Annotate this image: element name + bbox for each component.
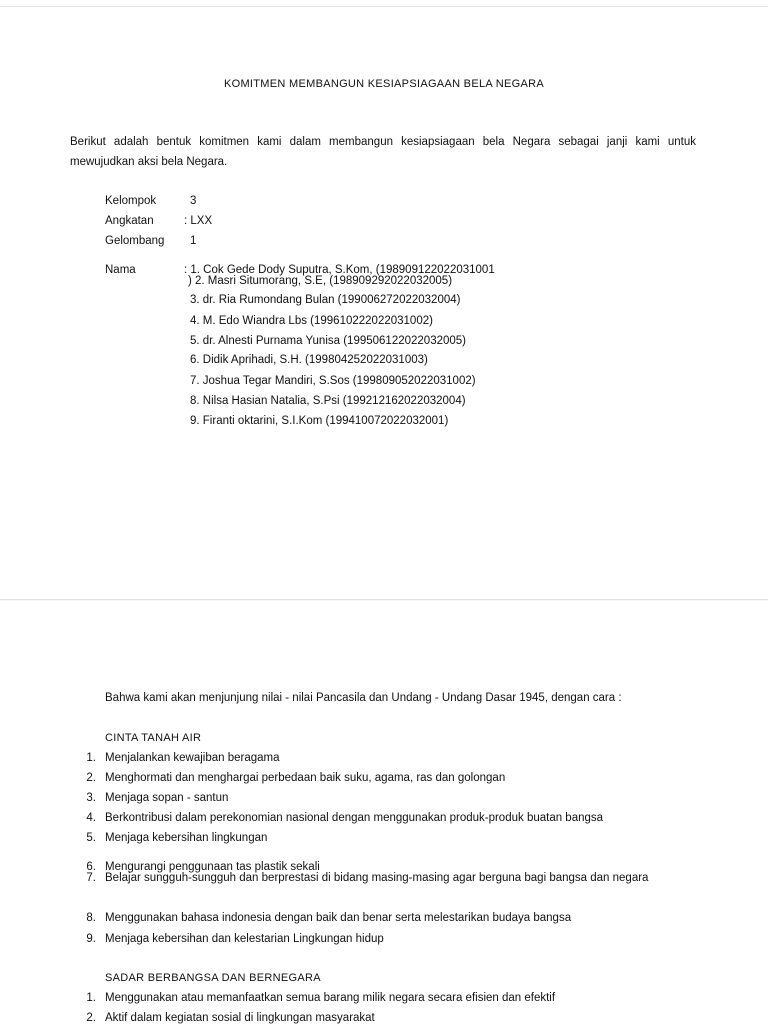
list-item: Menjaga kebersihan lingkungan [105, 832, 268, 844]
list-number: 5. [86, 832, 96, 844]
angkatan-label: Angkatan [105, 215, 154, 227]
section-heading-sadar-berbangsa: SADAR BERBANGSA DAN BERNEGARA [105, 972, 321, 984]
list-item: Menghormati dan menghargai perbedaan baik suku, agama, ras dan golongan [105, 772, 506, 784]
list-number: 8. [86, 912, 96, 924]
member-item: 6. Didik Aprihadi, S.H. (199804252022031003) [190, 354, 428, 366]
document-page-2 [0, 601, 768, 1024]
list-number: 6. [86, 861, 96, 873]
list-number: 2. [86, 1012, 96, 1024]
list-item: Berkontribusi dalam perekonomian nasional dengan menggunakan produk-produk buatan bangsa [105, 812, 604, 824]
document-page-1 [0, 7, 768, 600]
list-item: Menjaga kebersihan dan kelestarian Lingkungan hidup [105, 933, 384, 945]
intro-paragraph: Berikut adalah bentuk komitmen kami dalam membangun kesiapsiagaan bela Negara sebagai janji kami untuk mewujudkan aksi bela Negara. [70, 136, 696, 168]
opening-statement: Bahwa kami akan menjunjung nilai - nilai Pancasila dan Undang - Undang Dasar 1945, dengan cara : [105, 692, 622, 704]
kelompok-value: 3 [190, 195, 197, 207]
member-item: 9. Firanti oktarini, S.I.Kom (199410072022032001) [190, 415, 449, 427]
gelombang-value: 1 [190, 235, 197, 247]
angkatan-value: : LXX [184, 215, 213, 227]
member-item: 7. Joshua Tegar Mandiri, S.Sos (199809052022031002) [190, 375, 476, 387]
list-item: Menjaga sopan - santun [105, 792, 229, 804]
document-title: KOMITMEN MEMBANGUN KESIAPSIAGAAN BELA NEGARA [223, 78, 545, 90]
nama-label: Nama [105, 264, 136, 276]
list-item: Menggunakan atau memanfaatkan semua barang milik negara secara efisien dan efektif [105, 992, 556, 1004]
member-item: 8. Nilsa Hasian Natalia, S.Psi (199212162022032004) [190, 395, 466, 407]
list-item: Aktif dalam kegiatan sosial di lingkungan masyarakat [105, 1012, 375, 1024]
kelompok-label: Kelompok [105, 195, 157, 207]
list-item: Belajar sungguh-sungguh dan berprestasi di bidang masing-masing agar berguna bagi bangsa dan negara [105, 872, 649, 884]
member-item: ) 2. Masri Situmorang, S.E, (198909292022032005) [188, 275, 453, 287]
list-number: 7. [86, 872, 96, 884]
list-item: Menggunakan bahasa indonesia dengan baik dan benar serta melestarikan budaya bangsa [105, 912, 572, 924]
list-number: 3. [86, 792, 96, 804]
member-item: : 1. Cok Gede Dody Suputra, S.Kom, (198909122022031001 [184, 264, 495, 276]
member-item: 5. dr. Alnesti Purnama Yunisa (199506122022032005) [190, 335, 466, 347]
list-number: 1. [86, 992, 96, 1004]
member-item: 4. M. Edo Wiandra Lbs (199610222022031002) [190, 315, 433, 327]
section-heading-cinta-tanah-air: CINTA TANAH AIR [105, 732, 202, 744]
list-number: 9. [86, 933, 96, 945]
list-item: Mengurangi penggunaan tas plastik sekali [105, 861, 320, 873]
list-item: Menjalankan kewajiban beragama [105, 752, 280, 764]
gelombang-label: Gelombang [105, 235, 165, 247]
list-number: 4. [86, 812, 96, 824]
list-number: 1. [86, 752, 96, 764]
member-item: 3. dr. Ria Rumondang Bulan (199006272022032004) [190, 294, 461, 306]
previous-page-edge [0, 0, 768, 7]
list-number: 2. [86, 772, 96, 784]
